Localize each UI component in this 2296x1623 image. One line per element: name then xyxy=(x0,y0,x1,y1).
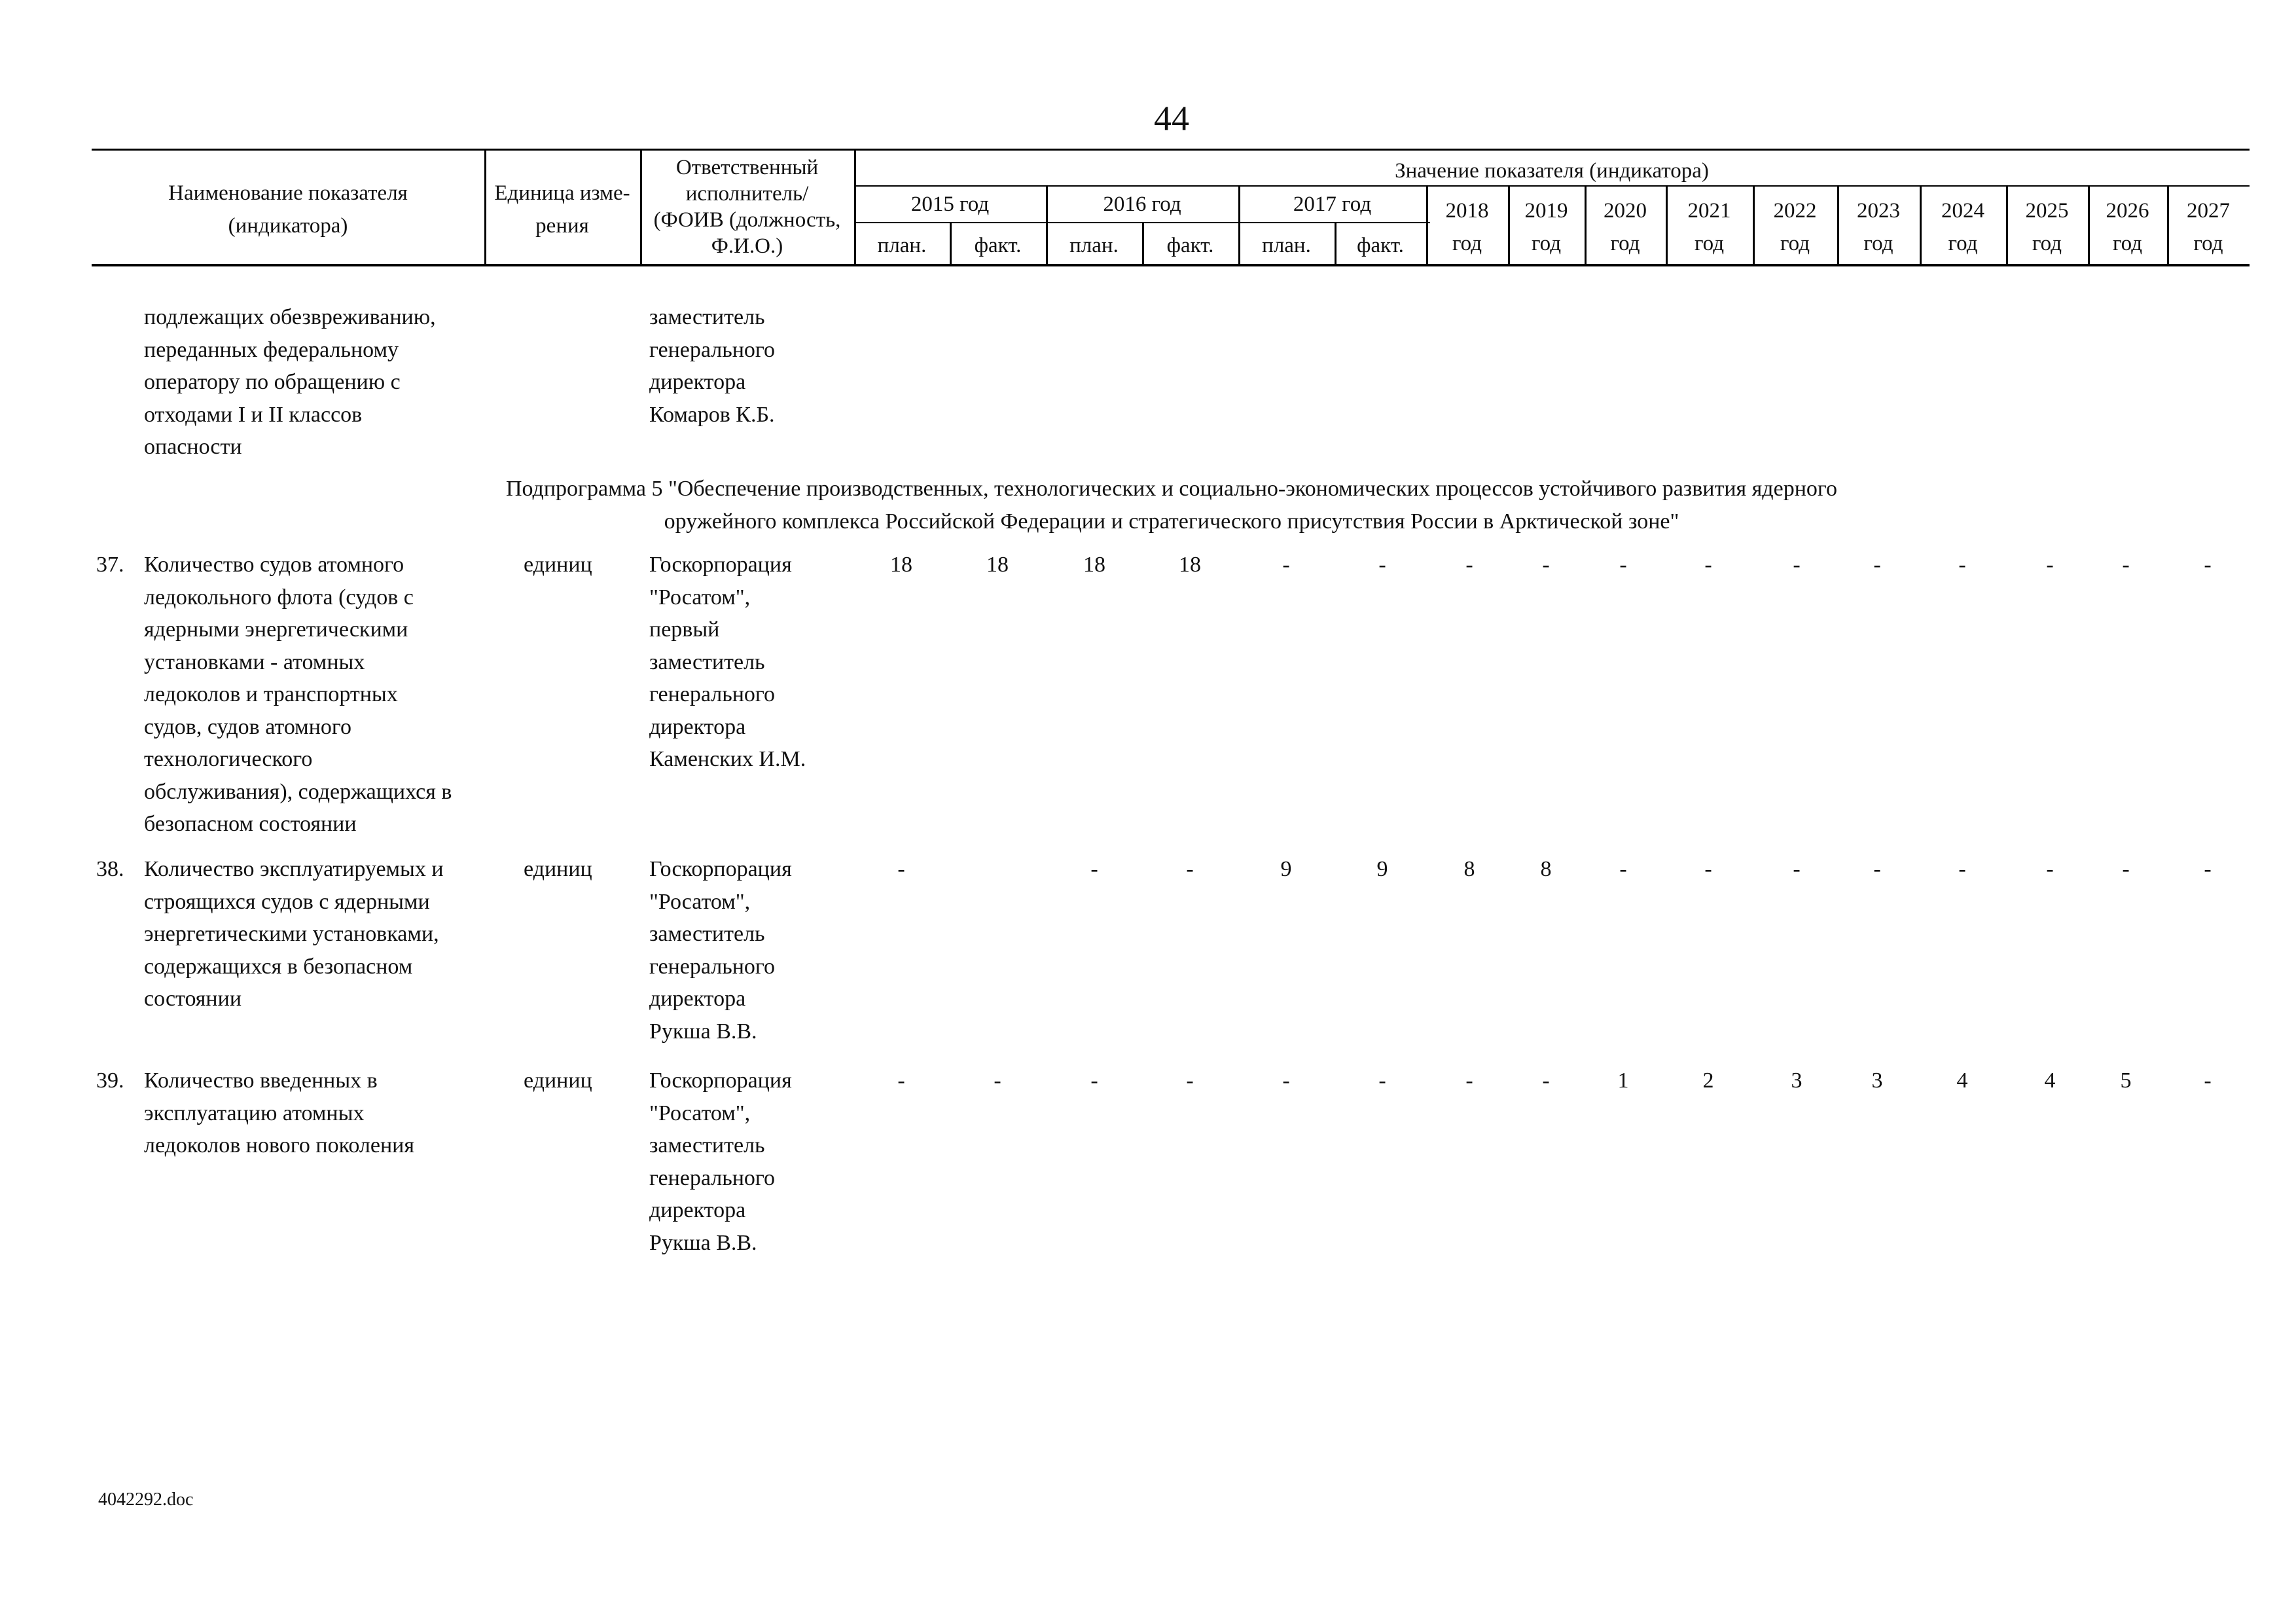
row-unit: единиц xyxy=(524,553,592,577)
header-year-word: год xyxy=(1780,232,1810,255)
row-indicator-name: ядерными энергетическими xyxy=(144,617,408,642)
row-responsible: директора xyxy=(649,714,746,739)
row-value: - xyxy=(1793,553,1801,577)
row-value: - xyxy=(2046,857,2054,881)
continuation-name-line: отходами I и II классов xyxy=(144,402,363,427)
header-split-year: 2016 год xyxy=(1103,192,1181,216)
row-unit: единиц xyxy=(524,1068,592,1093)
row-indicator-name: безопасном состоянии xyxy=(144,812,357,836)
header-fact: факт. xyxy=(974,234,1022,257)
row-responsible: Госкорпорация xyxy=(649,857,792,881)
row-indicator-name: содержащихся в безопасном xyxy=(144,954,413,979)
row-value: - xyxy=(1873,553,1881,577)
header-year-word: год xyxy=(2032,232,2062,255)
row-indicator-name: Количество введенных в xyxy=(144,1068,378,1093)
row-indicator-name: ледоколов и транспортных xyxy=(144,682,398,706)
header-plan: план. xyxy=(1069,234,1119,257)
row-value: - xyxy=(1704,553,1712,577)
row-responsible: Рукша В.В. xyxy=(649,1230,757,1255)
row-number: 39. xyxy=(96,1068,124,1093)
row-value: - xyxy=(1619,857,1627,881)
row-value: - xyxy=(897,857,905,881)
header-unit: Единица изме- xyxy=(494,181,630,205)
subprogram-title-line: Подпрограмма 5 "Обеспечение производственных, технологических и социально-экономических процессов устойчивого развития ядерного xyxy=(505,477,1837,501)
continuation-name-line: оператору по обращению с xyxy=(144,370,401,394)
header-responsible: (ФОИВ (должность, xyxy=(653,208,841,232)
row-responsible: "Росатом", xyxy=(649,1101,751,1125)
row-responsible: генерального xyxy=(649,682,776,706)
header-year: 2019 xyxy=(1524,199,1568,223)
row-responsible: "Росатом", xyxy=(649,585,751,610)
row-value: 2 xyxy=(1702,1068,1714,1093)
header-fact: факт. xyxy=(1166,234,1214,257)
row-value: 9 xyxy=(1376,857,1388,881)
row-responsible: генерального xyxy=(649,1165,776,1190)
row-value: - xyxy=(1958,857,1966,881)
row-responsible: директора xyxy=(649,1198,746,1222)
row-value: 4 xyxy=(1956,1068,1968,1093)
row-indicator-name: технологического xyxy=(144,747,313,771)
header-responsible: Ответственный xyxy=(675,156,819,179)
row-value: 18 xyxy=(890,553,912,577)
row-responsible: первый xyxy=(649,617,720,642)
row-unit: единиц xyxy=(524,857,592,881)
row-value: - xyxy=(1793,857,1801,881)
value-group-rule xyxy=(854,185,2250,187)
row-value: - xyxy=(1186,1068,1194,1093)
header-year-word: год xyxy=(1694,232,1725,255)
row-value: - xyxy=(1090,857,1098,881)
row-value: 3 xyxy=(1791,1068,1803,1093)
continuation-responsible-line: директора xyxy=(649,370,746,394)
continuation-name-line: подлежащих обезвреживанию, xyxy=(144,305,436,329)
row-indicator-name: судов, судов атомного xyxy=(144,714,351,739)
header-year-word: год xyxy=(1863,232,1893,255)
row-value: 18 xyxy=(1083,553,1105,577)
header-year: 2018 xyxy=(1445,199,1489,223)
header-year-word: год xyxy=(2193,232,2223,255)
row-value: 5 xyxy=(2120,1068,2132,1093)
row-responsible: генерального xyxy=(649,954,776,979)
row-value: - xyxy=(1542,1068,1550,1093)
row-indicator-name: обслуживания), содержащихся в xyxy=(144,779,452,804)
row-value: - xyxy=(2122,553,2130,577)
row-responsible: "Росатом", xyxy=(649,889,751,914)
row-responsible: Каменских И.М. xyxy=(649,747,806,771)
row-value: 8 xyxy=(1463,857,1475,881)
row-indicator-name: состоянии xyxy=(144,987,242,1011)
row-value: - xyxy=(2046,553,2054,577)
header-column-divider xyxy=(484,149,486,265)
row-value: - xyxy=(2204,1068,2212,1093)
continuation-name-line: опасности xyxy=(144,435,242,459)
continuation-responsible-line: генерального xyxy=(649,337,776,362)
page-number: 44 xyxy=(1154,99,1189,138)
row-value: - xyxy=(1090,1068,1098,1093)
row-indicator-name: строящихся судов с ядерными xyxy=(144,889,430,914)
header-year-word: год xyxy=(1610,232,1640,255)
document-filename: 4042292.doc xyxy=(98,1489,194,1510)
header-indicator-name: Наименование показателя xyxy=(168,181,408,205)
header-value-group: Значение показателя (индикатора) xyxy=(1395,159,1709,183)
header-year: 2023 xyxy=(1857,199,1900,223)
continuation-responsible-line: Комаров К.Б. xyxy=(649,402,775,427)
row-responsible: заместитель xyxy=(649,649,765,674)
row-value: - xyxy=(1619,553,1627,577)
header-bottom-rule xyxy=(92,264,2250,266)
header-year: 2021 xyxy=(1687,199,1731,223)
header-year: 2024 xyxy=(1941,199,1984,223)
row-value: - xyxy=(1378,553,1386,577)
header-fact: факт. xyxy=(1357,234,1404,257)
row-value: 9 xyxy=(1280,857,1292,881)
row-indicator-name: установками - атомных xyxy=(144,649,365,674)
row-responsible: директора xyxy=(649,987,746,1011)
header-indicator-name-2: (индикатора) xyxy=(228,214,348,238)
row-value: 8 xyxy=(1540,857,1552,881)
header-year-word: год xyxy=(1531,232,1562,255)
header-year-word: год xyxy=(1452,232,1482,255)
continuation-name-line: переданных федеральному xyxy=(144,337,399,362)
row-value: - xyxy=(1378,1068,1386,1093)
row-value: - xyxy=(1282,1068,1290,1093)
row-responsible: Рукша В.В. xyxy=(649,1019,757,1044)
row-indicator-name: ледокольного флота (судов с xyxy=(144,585,414,610)
row-value: - xyxy=(1873,857,1881,881)
row-value: 1 xyxy=(1617,1068,1629,1093)
row-value: - xyxy=(1542,553,1550,577)
header-split-year: 2017 год xyxy=(1293,192,1372,216)
row-value: - xyxy=(1282,553,1290,577)
row-value: - xyxy=(2122,857,2130,881)
row-value: - xyxy=(994,1068,1001,1093)
row-indicator-name: Количество эксплуатируемых и xyxy=(144,857,444,881)
row-indicator-name: энергетическими установками, xyxy=(144,922,439,946)
header-top-rule xyxy=(92,149,2250,151)
header-split-year: 2015 год xyxy=(910,192,990,216)
row-value: 3 xyxy=(1871,1068,1883,1093)
row-value: - xyxy=(1465,1068,1473,1093)
row-value: 4 xyxy=(2044,1068,2056,1093)
row-value: - xyxy=(1186,857,1194,881)
header-responsible: исполнитель/ xyxy=(685,182,809,206)
continuation-responsible-line: заместитель xyxy=(649,305,765,329)
header-unit-2: рения xyxy=(535,214,589,238)
row-value: 18 xyxy=(1179,553,1201,577)
header-responsible: Ф.И.О.) xyxy=(711,234,783,258)
header-plan: план. xyxy=(1262,234,1311,257)
row-value: - xyxy=(897,1068,905,1093)
header-year: 2022 xyxy=(1773,199,1817,223)
row-number: 38. xyxy=(96,857,124,881)
subprogram-title-line: оружейного комплекса Российской Федерации и стратегического присутствия России в Арктической зоне" xyxy=(664,509,1679,534)
row-value: - xyxy=(2204,553,2212,577)
row-responsible: Госкорпорация xyxy=(649,1068,792,1093)
row-number: 37. xyxy=(96,553,124,577)
header-plan: план. xyxy=(877,234,927,257)
row-value: - xyxy=(1465,553,1473,577)
header-year: 2026 xyxy=(2106,199,2149,223)
row-value: 18 xyxy=(986,553,1009,577)
row-value: - xyxy=(1958,553,1966,577)
header-year: 2025 xyxy=(2025,199,2069,223)
header-year: 2027 xyxy=(2187,199,2230,223)
row-responsible: заместитель xyxy=(649,922,765,946)
row-indicator-name: ледоколов нового поколения xyxy=(144,1133,415,1158)
header-year-word: год xyxy=(1948,232,1978,255)
row-responsible: заместитель xyxy=(649,1133,765,1158)
row-responsible: Госкорпорация xyxy=(649,553,792,577)
header-year-word: год xyxy=(2112,232,2143,255)
row-value: - xyxy=(1704,857,1712,881)
header-year: 2020 xyxy=(1604,199,1647,223)
row-indicator-name: Количество судов атомного xyxy=(144,553,404,577)
row-value: - xyxy=(2204,857,2212,881)
row-indicator-name: эксплуатацию атомных xyxy=(144,1101,365,1125)
